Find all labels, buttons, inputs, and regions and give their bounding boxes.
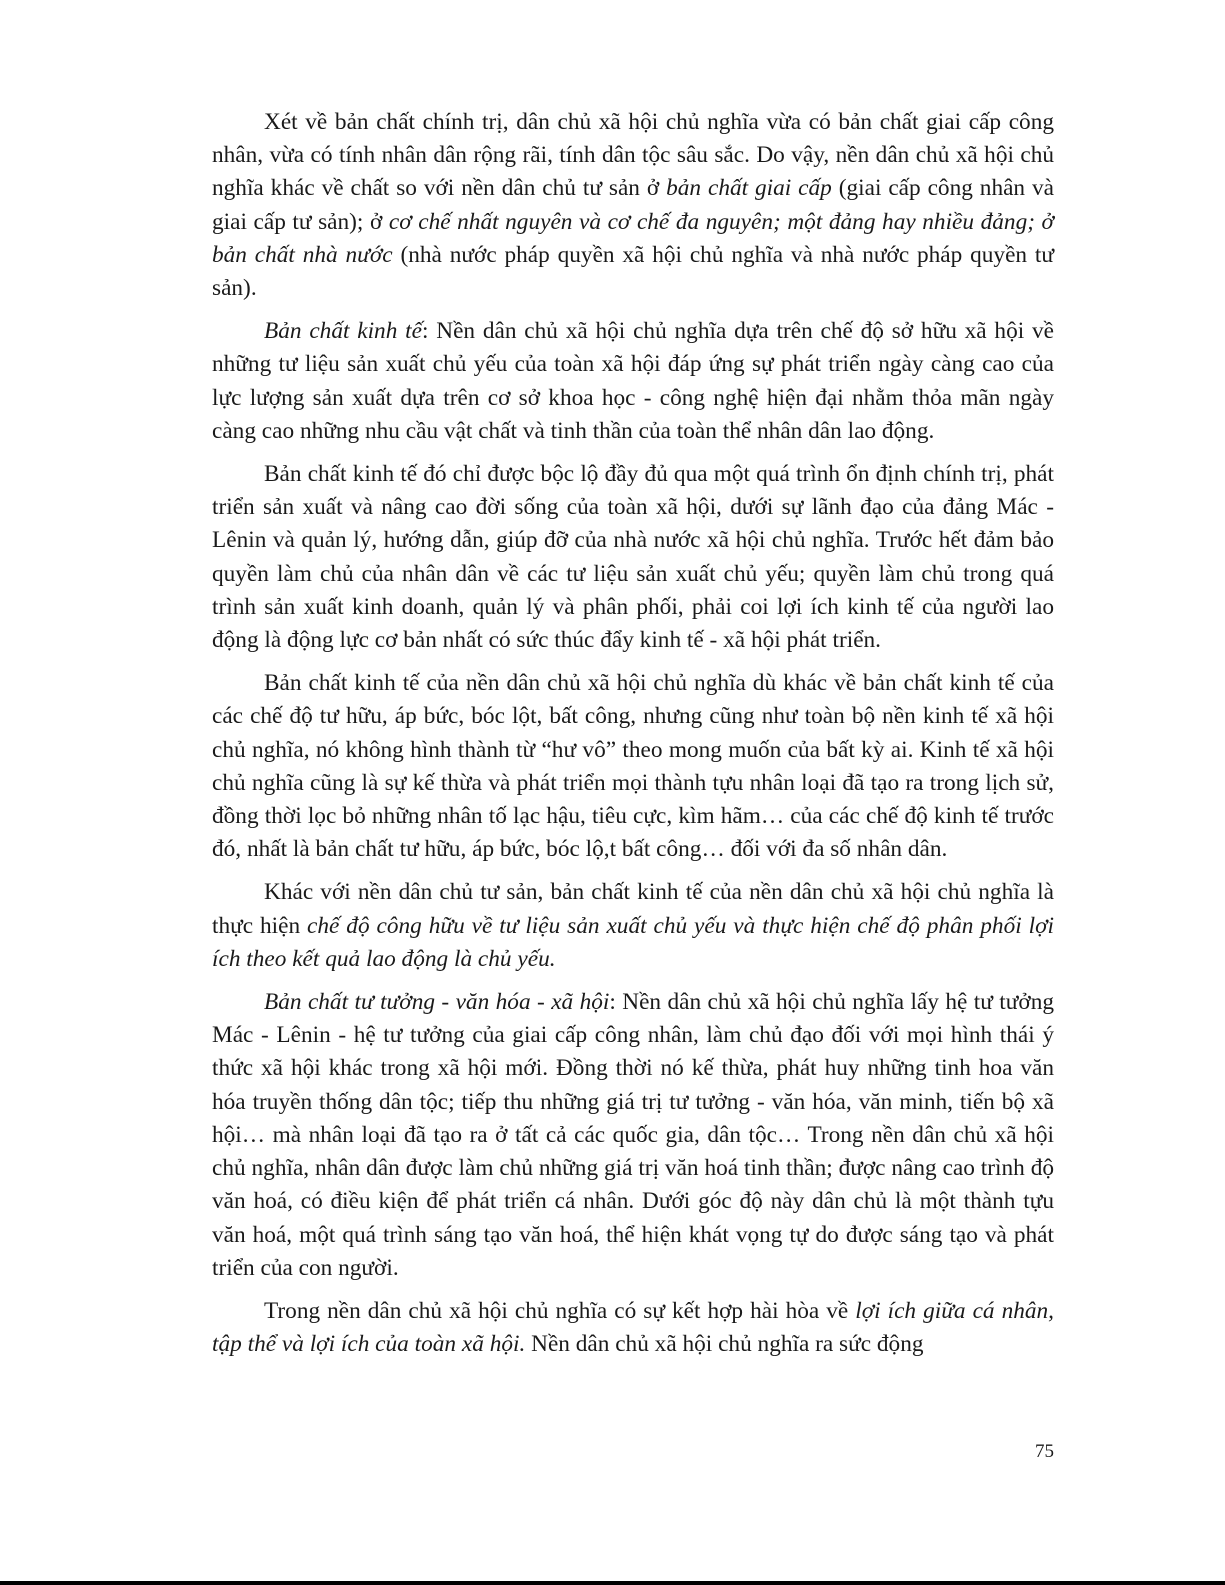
text-run: : Nền dân chủ xã hội chủ nghĩa lấy hệ tư tưởng Mác - Lênin - hệ tư tưởng của giai cấp công nhân, làm chủ đạo đối với mọi hình thái ý thức xã hội khác trong xã hội mới. Đồng thời nó kế thừa, phát huy những tinh hoa văn hóa truyền thống dân tộc; tiếp thu những giá trị tư tưởng - văn hóa, văn minh, tiến bộ xã hội… mà nhân loại đã tạo ra ở tất cả các quốc gia, dân tộc… Trong nền dân chủ xã hội chủ nghĩa, nhân dân được làm chủ những giá trị văn hoá tinh thần; được nâng cao trình độ văn hoá, có điều kiện để phát triển cá nhân. Dưới góc độ này dân chủ là một thành tựu văn hoá, một quá trình sáng tạo văn hoá, thể hiện khát vọng tự do được sáng tạo và phát triển của con người.: [212, 989, 1054, 1281]
text-run: Khác với nền dân chủ tư sản, bản chất kinh tế của nền dân chủ xã hội chủ nghĩa là thực hiện: [212, 879, 1054, 939]
italic-term: lợi ích giữa cá nhân, tập thể và lợi ích của toàn xã hội.: [212, 1297, 1054, 1358]
italic-term: Bản chất tư tưởng - văn hóa - xã hội: [264, 989, 610, 1016]
paragraph-economic-difference: [212, 876, 1054, 976]
bottom-rule: [0, 1581, 1225, 1585]
page-body: [212, 106, 1054, 1371]
italic-term: bản chất giai cấp: [666, 175, 832, 202]
italic-term: chế độ công hữu về tư liệu sản xuất chủ yếu và thực hiện chế độ phân phối lợi ích theo kết quả lao động là chủ yếu.: [212, 912, 1054, 972]
paragraph-container: [212, 106, 1054, 1361]
paragraph-economic-inheritance: [212, 667, 1054, 866]
paragraph-harmony-of-interests: [212, 1295, 1054, 1361]
text-run: Xét về bản chất chính trị, dân chủ xã hội chủ nghĩa vừa có bản chất giai cấp công nhân, vừa có tính nhân dân rộng rãi, tính dân tộc sâu sắc. Do vậy, nền dân chủ xã hội chủ nghĩa khác về chất so với nền dân chủ tư sản ở: [212, 109, 1054, 202]
text-run: Trong nền dân chủ xã hội chủ nghĩa có sự kết hợp hài hòa về: [264, 1297, 856, 1324]
text-run: (giai cấp công nhân và giai cấp tư sản); ở: [212, 175, 1054, 235]
italic-term: Bản chất kinh tế: [264, 318, 422, 345]
italic-term: cơ chế nhất nguyên và cơ chế đa nguyên; một đảng hay nhiều đảng; ở bản chất nhà nước: [212, 208, 1054, 268]
text-run: Nền dân chủ xã hội chủ nghĩa ra sức động: [525, 1331, 924, 1358]
paragraph-ideological-nature: [212, 986, 1054, 1285]
page-number: 75: [1035, 1441, 1054, 1462]
text-run: Bản chất kinh tế của nền dân chủ xã hội chủ nghĩa dù khác về bản chất kinh tế của các chế độ tư hữu, áp bức, bóc lột, bất công, nhưng cũng như toàn bộ nền kinh tế xã hội chủ nghĩa, nó không hình thành từ “hư vô” theo mong muốn của bất kỳ ai. Kinh tế xã hội chủ nghĩa cũng là sự kế thừa và phát triển mọi thành tựu nhân loại đã tạo ra trong lịch sử, đồng thời lọc bỏ những nhân tố lạc hậu, tiêu cực, kìm hãm… của các chế độ kinh tế trước đó, nhất là bản chất tư hữu, áp bức, bóc lộ,t bất công… đối với đa số nhân dân.: [212, 670, 1054, 863]
text-run: (nhà nước pháp quyền xã hội chủ nghĩa và nhà nước pháp quyền tư sản).: [212, 241, 1054, 302]
paragraph-economic-stability: [212, 458, 1054, 657]
paragraph-economic-nature: [212, 315, 1054, 448]
paragraph-political-nature: [212, 106, 1054, 305]
text-run: : Nền dân chủ xã hội chủ nghĩa dựa trên chế độ sở hữu xã hội về những tư liệu sản xuất chủ yếu của toàn xã hội đáp ứng sự phát triển ngày càng cao của lực lượng sản xuất dựa trên cơ sở khoa học - công nghệ hiện đại nhằm thỏa mãn ngày càng cao những nhu cầu vật chất và tinh thần của toàn thể nhân dân lao động.: [212, 318, 1054, 444]
text-run: Bản chất kinh tế đó chỉ được bộc lộ đầy đủ qua một quá trình ổn định chính trị, phát triển sản xuất và nâng cao đời sống của toàn xã hội, dưới sự lãnh đạo của đảng Mác - Lênin và quản lý, hướng dẫn, giúp đỡ của nhà nước xã hội chủ nghĩa. Trước hết đảm bảo quyền làm chủ của nhân dân về các tư liệu sản xuất chủ yếu; quyền làm chủ trong quá trình sản xuất kinh doanh, quản lý và phân phối, phải coi lợi ích kinh tế của người lao động là động lực cơ bản nhất có sức thúc đẩy kinh tế - xã hội phát triển.: [212, 461, 1054, 654]
